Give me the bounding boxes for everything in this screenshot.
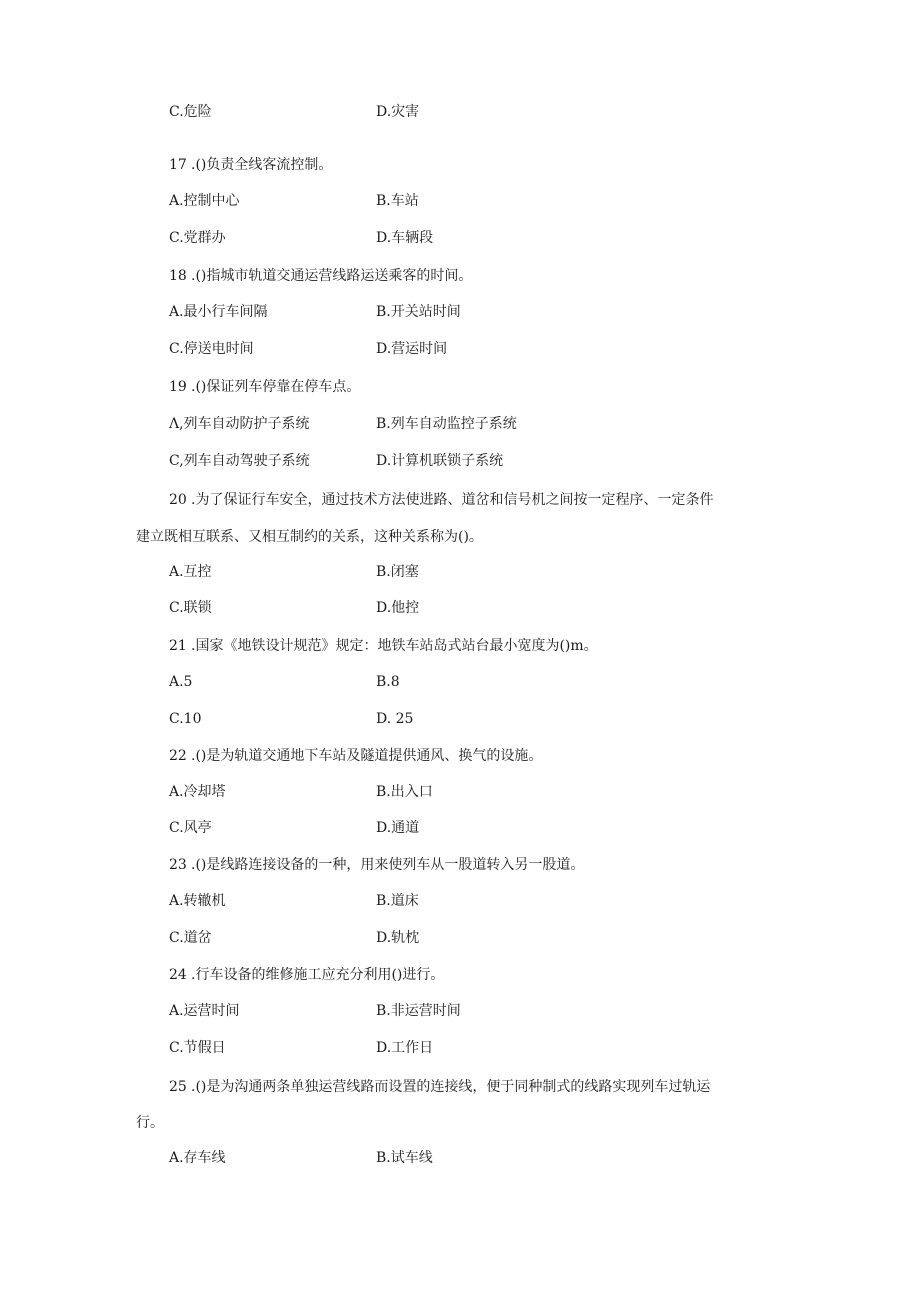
question-stem	[169, 377, 360, 397]
option-text: D.通道	[376, 820, 420, 836]
option-text: C.10	[169, 711, 202, 727]
option-text: D.计算机联锁子系统	[376, 453, 504, 469]
option-text: D.轨枕	[376, 930, 420, 946]
option-text: C.道岔	[169, 930, 212, 946]
question-stem	[169, 490, 713, 510]
option-text: C.节假日	[169, 1040, 226, 1056]
option-text: A.冷却塔	[169, 784, 226, 800]
option-text: D.工作日	[376, 1040, 434, 1056]
question-stem	[169, 965, 444, 985]
option-text: A.存车线	[169, 1150, 226, 1166]
option-text: D.灾害	[376, 104, 420, 120]
option-text: C,列车自动驾驶子系统	[169, 453, 310, 469]
question-text: .()是为沟通两条单独运营线路而设置的连接线，便于同种制式的线路实现列车过轨运	[191, 1079, 711, 1095]
question-stem	[169, 1077, 710, 1097]
option-text: A.转辙机	[169, 893, 226, 909]
option-text: C.危险	[169, 104, 212, 120]
option-text: B.开关站时间	[376, 304, 461, 320]
option-text: D.他控	[376, 600, 420, 616]
option-text: D.车辆段	[376, 230, 434, 246]
question-stem	[169, 266, 472, 286]
option-text: A.5	[169, 674, 193, 690]
option-text: C.风亭	[169, 820, 212, 836]
question-continuation: 建立既相互联系、又相互制约的关系，这种关系称为()。	[136, 529, 483, 545]
option-text: A.最小行车间隔	[169, 304, 268, 320]
question-stem	[169, 155, 332, 175]
question-text: .()负责全线客流控制。	[191, 157, 333, 173]
question-text: .()指城市轨道交通运营线路运送乘客的时间。	[191, 268, 473, 284]
option-text: B.列车自动监控子系统	[376, 416, 517, 432]
question-text: .()是线路连接设备的一种，用来使列车从一股道转入另一股道。	[191, 857, 585, 873]
question-number: 20	[169, 492, 187, 508]
question-number: 22	[169, 748, 187, 764]
option-text: B.闭塞	[376, 564, 419, 580]
question-stem	[169, 746, 542, 766]
option-text: D. 25	[376, 711, 414, 727]
question-number: 25	[169, 1079, 187, 1095]
question-number: 19	[169, 379, 187, 395]
option-text: A.运营时间	[169, 1003, 240, 1019]
option-text: B.8	[376, 674, 400, 690]
option-text: B.车站	[376, 193, 419, 209]
question-continuation: 行。	[136, 1115, 164, 1131]
option-text: B.道床	[376, 893, 419, 909]
question-stem	[169, 636, 598, 656]
question-text: .()保证列车停靠在停车点。	[191, 379, 361, 395]
question-stem	[169, 855, 584, 875]
option-text: B.出入口	[376, 784, 433, 800]
option-text: B.试车线	[376, 1150, 433, 1166]
question-text: .国家《地铁设计规范》规定：地铁车站岛式站台最小宽度为()m。	[191, 638, 598, 654]
option-text: C.联锁	[169, 600, 212, 616]
question-text: .()是为轨道交通地下车站及隧道提供通风、换气的设施。	[191, 748, 543, 764]
question-number: 21	[169, 638, 187, 654]
option-text: A.互控	[169, 564, 212, 580]
option-text: C.党群办	[169, 230, 226, 246]
option-text: Λ,列车自动防护子系统	[169, 416, 310, 432]
question-number: 17	[169, 157, 187, 173]
question-number: 24	[169, 967, 187, 983]
question-text: .为了保证行车安全，通过技术方法使进路、道岔和信号机之间按一定程序、一定条件	[191, 492, 714, 508]
option-text: B.非运营时间	[376, 1003, 461, 1019]
option-text: D.营运时间	[376, 341, 448, 357]
question-number: 23	[169, 857, 187, 873]
question-text: .行车设备的维修施工应充分利用()进行。	[191, 967, 445, 983]
option-text: A.控制中心	[169, 193, 240, 209]
question-number: 18	[169, 268, 187, 284]
option-text: C.停送电时间	[169, 341, 254, 357]
